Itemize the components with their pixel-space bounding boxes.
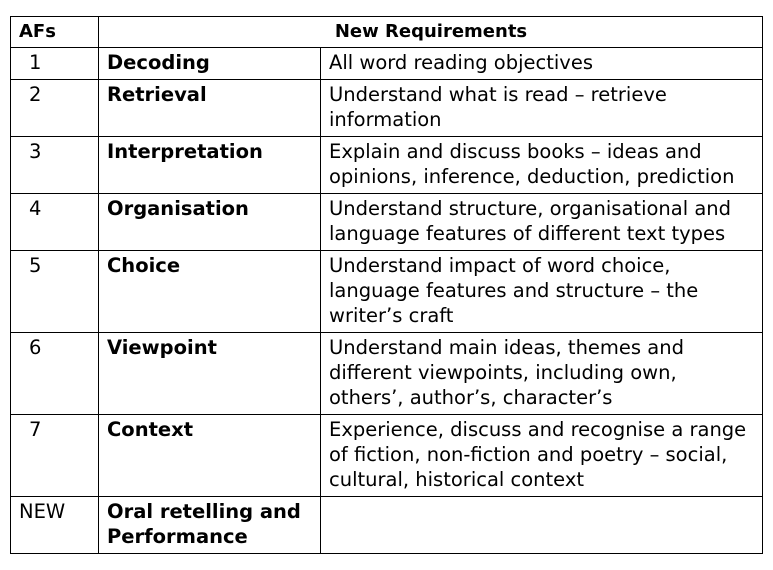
table-row — [11, 497, 763, 554]
table-row — [11, 80, 763, 137]
af-name: Choice — [99, 251, 321, 333]
table-row — [11, 48, 763, 80]
af-number: 7 — [11, 415, 99, 497]
af-name: Retrieval — [99, 80, 321, 137]
af-requirement: Understand main ideas, themes and different viewpoints, including own, others’, author’s, character’s — [321, 333, 763, 415]
af-number: 3 — [11, 137, 99, 194]
af-requirement: Understand what is read – retrieve information — [321, 80, 763, 137]
af-requirement — [321, 497, 763, 554]
af-requirement: Explain and discuss books – ideas and opinions, inference, deduction, prediction — [321, 137, 763, 194]
af-requirement: All word reading objectives — [321, 48, 763, 80]
table-row — [11, 194, 763, 251]
af-name: Organisation — [99, 194, 321, 251]
af-number: 5 — [11, 251, 99, 333]
table-row — [11, 415, 763, 497]
af-requirement: Understand structure, organisational and language features of different text types — [321, 194, 763, 251]
af-number: 4 — [11, 194, 99, 251]
new-requirements-column-header: New Requirements — [99, 17, 763, 48]
af-name: Decoding — [99, 48, 321, 80]
table-header-row — [11, 17, 763, 48]
table-row — [11, 333, 763, 415]
assessment-focus-table — [10, 16, 763, 554]
table-row — [11, 251, 763, 333]
af-name: Viewpoint — [99, 333, 321, 415]
af-number: 6 — [11, 333, 99, 415]
af-name: Context — [99, 415, 321, 497]
afs-column-header: AFs — [11, 17, 99, 48]
table-row — [11, 137, 763, 194]
af-number: 2 — [11, 80, 99, 137]
af-requirement: Experience, discuss and recognise a range of fiction, non-fiction and poetry – social, cultural, historical context — [321, 415, 763, 497]
af-name: Interpretation — [99, 137, 321, 194]
af-name: Oral retelling and Performance — [99, 497, 321, 554]
af-requirement: Understand impact of word choice, language features and structure – the writer’s craft — [321, 251, 763, 333]
af-number: NEW — [11, 497, 99, 554]
af-number: 1 — [11, 48, 99, 80]
